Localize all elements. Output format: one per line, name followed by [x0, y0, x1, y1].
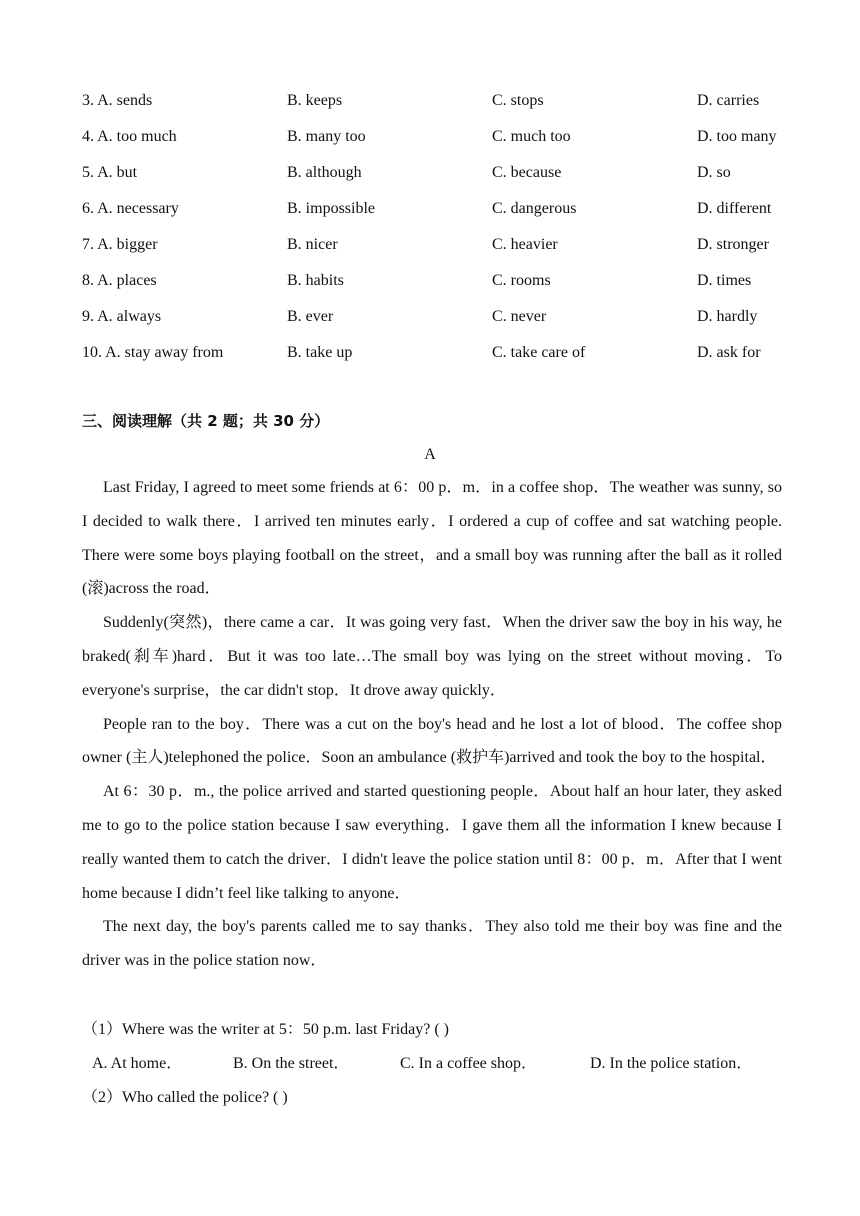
option-d: D. ask for — [697, 344, 761, 361]
option-d: D. too many — [697, 128, 777, 145]
option-c: C. because — [492, 164, 562, 181]
option-a: 7. A. bigger — [82, 236, 158, 253]
option-b: B. keeps — [287, 92, 343, 109]
question-1-option-c: C. In a coffee shop． — [400, 1055, 538, 1072]
option-c: C. heavier — [492, 236, 558, 253]
option-row-3 — [0, 90, 860, 112]
option-row-10 — [0, 342, 860, 364]
option-c: C. rooms — [492, 272, 551, 289]
question-2: （2）Who called the police? ( ) — [82, 1089, 288, 1106]
option-a: 10. A. stay away from — [82, 344, 224, 361]
question-1: （1）Where was the writer at 5：50 p.m. last Friday? ( ) — [82, 1021, 450, 1038]
option-b: B. many too — [287, 128, 366, 145]
passage-paragraph: The next day, the boy's parents called me to say thanks．They also told me their boy was fine and the driver was in the police station now． — [82, 918, 782, 970]
option-row-7 — [0, 234, 860, 256]
option-d: D. so — [697, 164, 731, 181]
reading-passage — [82, 471, 782, 978]
option-row-4 — [0, 126, 860, 148]
option-d: D. times — [697, 272, 752, 289]
option-d: D. hardly — [697, 308, 758, 325]
question-1-option-b: B. On the street． — [233, 1055, 350, 1072]
option-d: D. stronger — [697, 236, 769, 253]
option-b: B. ever — [287, 308, 334, 325]
question-1-option-a: A. At home． — [92, 1055, 183, 1072]
option-c: C. take care of — [492, 344, 586, 361]
option-row-9 — [0, 306, 860, 328]
option-row-5 — [0, 162, 860, 184]
option-d: D. different — [697, 200, 772, 217]
question-1-option-d: D. In the police station． — [590, 1055, 753, 1072]
option-b: B. habits — [287, 272, 344, 289]
option-a: 9. A. always — [82, 308, 162, 325]
option-a: 3. A. sends — [82, 92, 153, 109]
option-c: C. never — [492, 308, 547, 325]
option-row-8 — [0, 270, 860, 292]
passage-paragraph: People ran to the boy．There was a cut on the boy's head and he lost a lot of blood．The coffee shop owner (主人)telephoned the police．Soon an ambulance (救护车)arrived and took the boy to the hospital． — [82, 715, 782, 767]
option-c: C. stops — [492, 92, 544, 109]
section-title: 三、阅读理解（共 2 题；共 30 分） — [82, 412, 330, 430]
option-a: 8. A. places — [82, 272, 157, 289]
option-c: C. much too — [492, 128, 571, 145]
option-a: 6. A. necessary — [82, 200, 179, 217]
option-row-6 — [0, 198, 860, 220]
option-a: 5. A. but — [82, 164, 138, 181]
option-b: B. although — [287, 164, 362, 181]
option-d: D. carries — [697, 92, 760, 109]
option-c: C. dangerous — [492, 200, 577, 217]
option-b: B. take up — [287, 344, 353, 361]
option-b: B. nicer — [287, 236, 338, 253]
option-a: 4. A. too much — [82, 128, 177, 145]
passage-paragraph: Last Friday, I agreed to meet some friends at 6：00 p．m．in a coffee shop．The weather was sunny, so I decided to walk there．I arrived ten minutes early．I ordered a cup of coffee and sat watching people. There were some boys playing football on the street，and a small boy was running after the ball as it rolled (滚)across the road． — [82, 479, 782, 598]
passage-paragraph: At 6：30 p．m., the police arrived and started questioning people．About half an hour later, they asked me to go to the police station because I saw everything．I gave them all the information I knew because I really wanted them to catch the driver．I didn't leave the police station until 8：00 p．m．After that I went home because I didn’t feel like talking to anyone． — [82, 783, 782, 902]
option-b: B. impossible — [287, 200, 376, 217]
passage-letter: A — [424, 446, 436, 463]
passage-paragraph: Suddenly(突然)，there came a car．It was going very fast．When the driver saw the boy in his way, he braked(刹车)hard．But it was too late…The small boy was lying on the street without moving．To everyone's surprise，the car didn't stop．It drove away quickly． — [82, 614, 782, 699]
